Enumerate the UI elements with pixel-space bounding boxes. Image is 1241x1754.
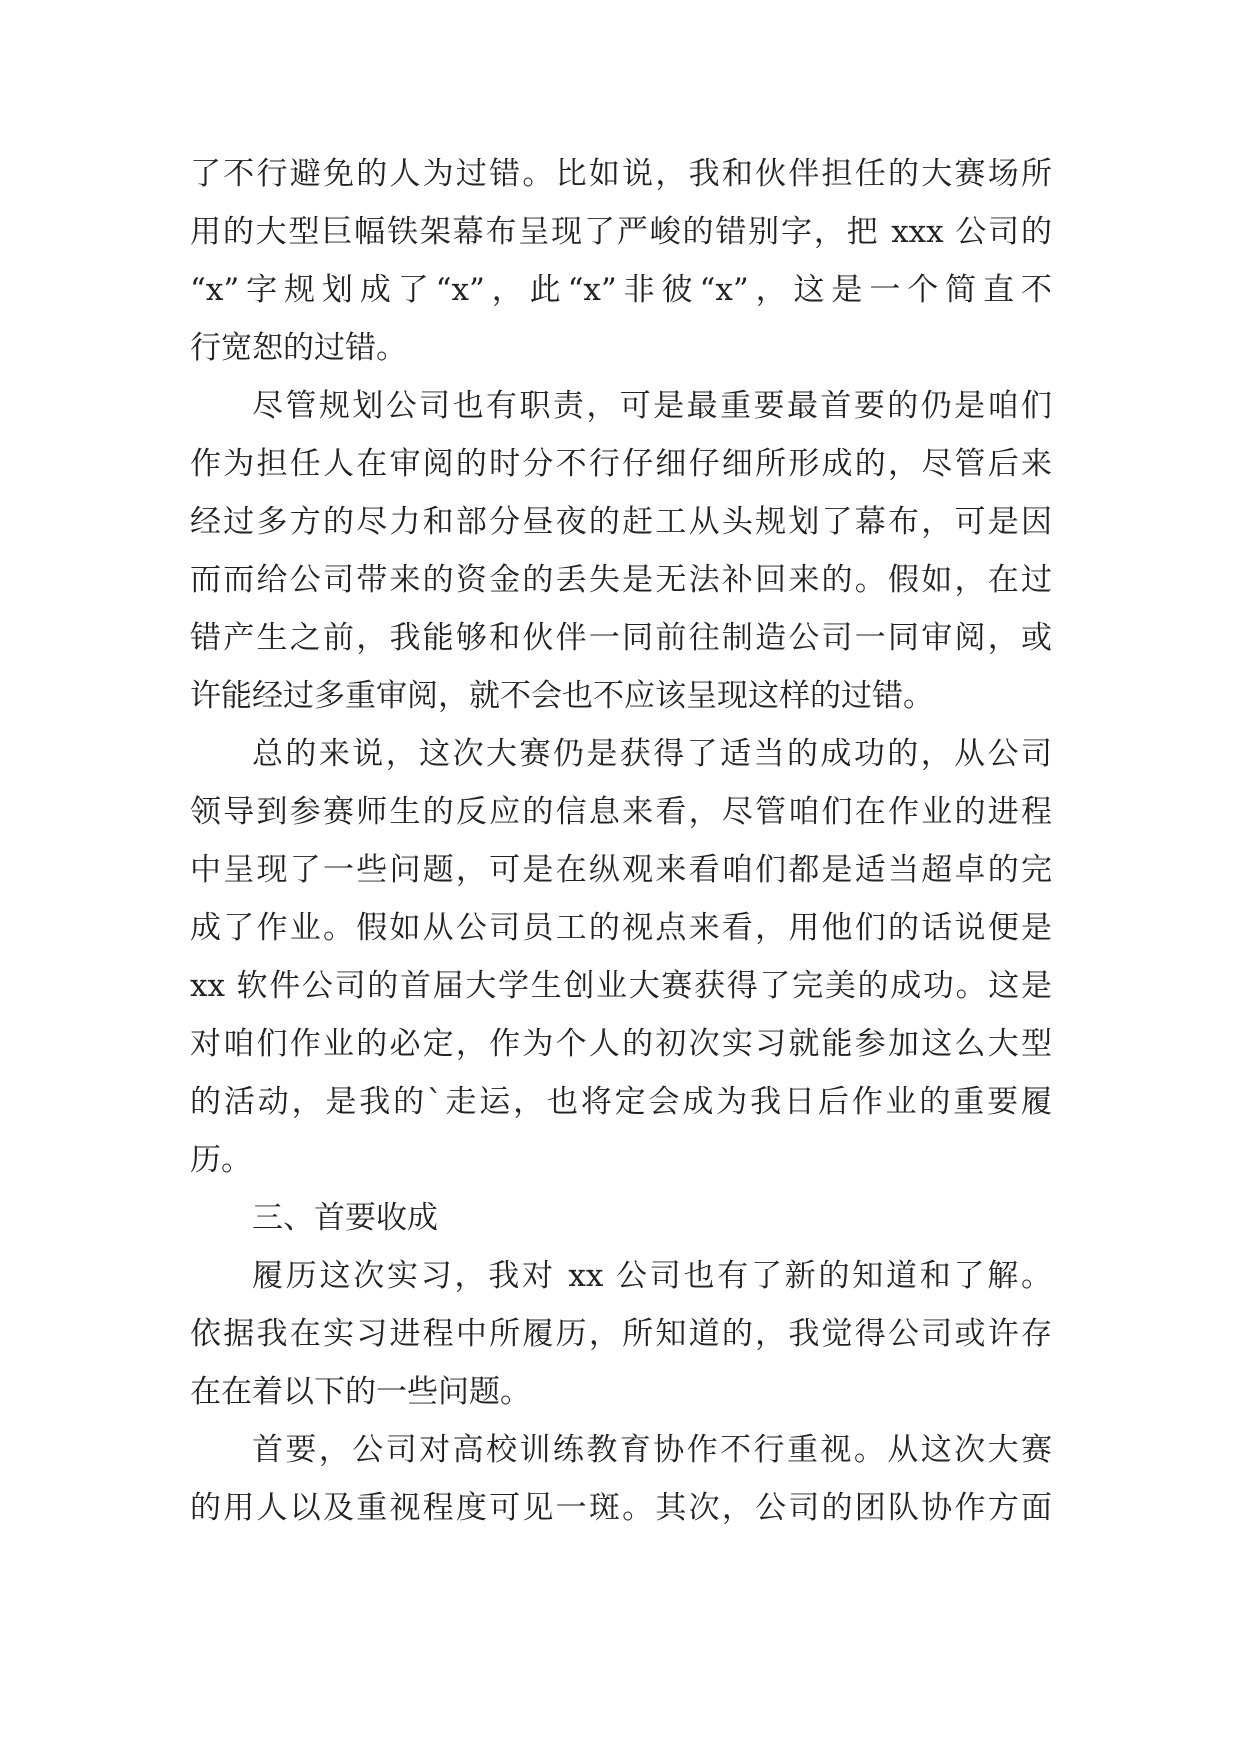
section-heading: 三、首要收成	[252, 1200, 438, 1236]
text-line: 对咱们作业的必定，作为个人的初次实习就能参加这么大型	[190, 1026, 1052, 1062]
text-line: 用的大型巨幅铁架幕布呈现了严峻的错别字，把 xxx 公司的	[190, 214, 1052, 250]
text-line: “x”字规划成了“x”，此“x”非彼“x”，这是一个简直不	[190, 272, 1052, 308]
document-page	[190, 145, 1052, 1537]
text-line: 的活动，是我的`走运，也将定会成为我日后作业的重要履	[190, 1084, 1052, 1120]
text-line: 而而给公司带来的资金的丢失是无法补回来的。假如，在过	[190, 562, 1052, 598]
text-line: 了不行避免的人为过错。比如说，我和伙伴担任的大赛场所	[190, 156, 1052, 192]
text-line: 领导到参赛师生的反应的信息来看，尽管咱们在作业的进程	[190, 794, 1052, 830]
text-line: 历。	[190, 1142, 252, 1178]
text-line: 错产生之前，我能够和伙伴一同前往制造公司一同审阅，或	[190, 620, 1052, 656]
paragraph-first-line: 首要，公司对高校训练教育协作不行重视。从这次大赛	[252, 1432, 1052, 1468]
text-line: 中呈现了一些问题，可是在纵观来看咱们都是适当超卓的完	[190, 852, 1052, 888]
text-line: 经过多方的尽力和部分昼夜的赶工从头规划了幕布，可是因	[190, 504, 1052, 540]
paragraph-first-line: 尽管规划公司也有职责，可是最重要最首要的仍是咱们	[252, 388, 1052, 424]
text-line: 依据我在实习进程中所履历，所知道的，我觉得公司或许存	[190, 1316, 1052, 1352]
paragraph-first-line: 履历这次实习，我对 xx 公司也有了新的知道和了解。	[252, 1258, 1052, 1294]
text-line: 行宽恕的过错。	[190, 330, 407, 366]
text-line: 的用人以及重视程度可见一斑。其次，公司的团队协作方面	[190, 1490, 1052, 1526]
text-line: xx 软件公司的首届大学生创业大赛获得了完美的成功。这是	[190, 968, 1052, 1004]
text-line: 作为担任人在审阅的时分不行仔细仔细所形成的，尽管后来	[190, 446, 1052, 482]
text-line: 成了作业。假如从公司员工的视点来看，用他们的话说便是	[190, 910, 1052, 946]
text-line: 许能经过多重审阅，就不会也不应该呈现这样的过错。	[190, 678, 934, 714]
paragraph-first-line: 总的来说，这次大赛仍是获得了适当的成功的，从公司	[252, 736, 1052, 772]
text-line: 在在着以下的一些问题。	[190, 1374, 531, 1410]
